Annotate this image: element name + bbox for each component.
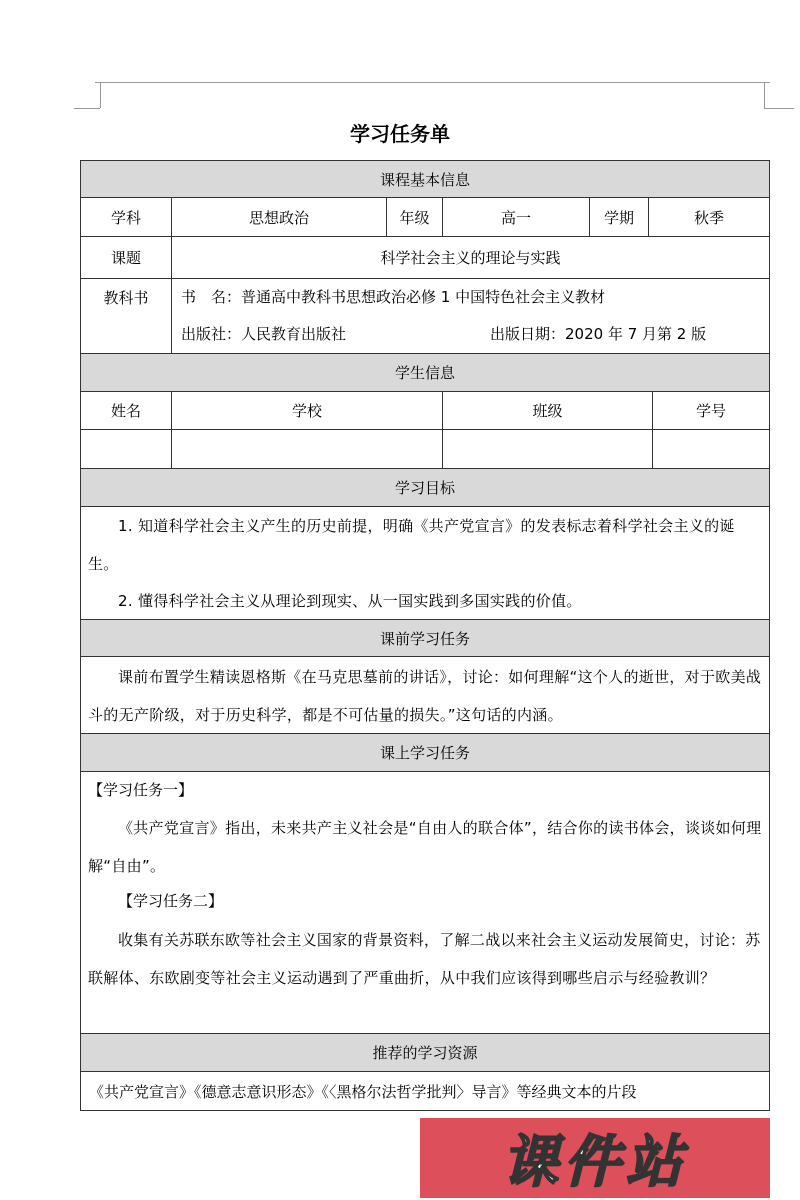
publisher: 出版社：人民教育出版社 xyxy=(181,325,347,343)
crop-mark-left xyxy=(100,82,101,108)
book-name: 书 名：普通高中教科书思想政治必修 1 中国特色社会主义教材 xyxy=(181,288,606,306)
pre-class-text: 课前布置学生精读恩格斯《在马克思墓前的讲话》，讨论：如何理解“这个人的逝世，对于欧美战斗的无产阶级，对于历史科学，都是不可估量的损失。”这句话的内涵。 xyxy=(88,668,762,724)
school-field[interactable] xyxy=(171,429,443,469)
watermark-stamp xyxy=(420,1118,770,1198)
header-line xyxy=(95,82,770,83)
subject-label: 学科 xyxy=(80,197,172,237)
student-info-header: 学生信息 xyxy=(80,353,770,392)
goal-item: 1. 知道科学社会主义产生的历史前提，明确《共产党宣言》的发表标志着科学社会主义的诞生。 xyxy=(88,517,735,573)
textbook-label: 教科书 xyxy=(80,278,172,354)
task2-text: 收集有关苏联东欧等社会主义国家的背景资料，了解二战以来社会主义运动发展简史，讨论：苏联解体、东欧剧变等社会主义运动遇到了严重曲折，从中我们应该得到哪些启示与经验教训？ xyxy=(88,931,761,987)
grade-label: 年级 xyxy=(386,197,443,237)
id-label: 学号 xyxy=(652,391,770,430)
subject-value: 思想政治 xyxy=(171,197,387,237)
topic-value: 科学社会主义的理论与实践 xyxy=(171,236,770,279)
watermark-text: 课件站 xyxy=(502,1130,688,1195)
name-field[interactable] xyxy=(80,429,172,469)
class-field[interactable] xyxy=(442,429,653,469)
goal-item: 2. 懂得科学社会主义从理论到现实、从一国实践到多国实践的价值。 xyxy=(118,592,582,610)
resources-text: 《共产党宣言》《德意志意识形态》《〈黑格尔法哲学批判〉导言》等经典文本的片段 xyxy=(80,1071,770,1111)
task1-title: 【学习任务一】 xyxy=(88,781,194,799)
crop-mark-right xyxy=(764,82,765,108)
in-class-header: 课上学习任务 xyxy=(80,733,770,772)
resources-header: 推荐的学习资源 xyxy=(80,1033,770,1072)
task2-title: 【学习任务二】 xyxy=(118,892,224,910)
topic-label: 课题 xyxy=(80,236,172,279)
class-label: 班级 xyxy=(442,391,653,430)
crop-mark-left-h xyxy=(74,108,100,109)
task1-text: 《共产党宣言》指出，未来共产主义社会是“自由人的联合体”，结合你的读书体会，谈谈如何理解“自由”。 xyxy=(88,819,762,875)
pre-class-header: 课前学习任务 xyxy=(80,619,770,657)
name-label: 姓名 xyxy=(80,391,172,430)
term-label: 学期 xyxy=(589,197,649,237)
crop-mark-right-h xyxy=(764,108,794,109)
term-value: 秋季 xyxy=(648,197,770,237)
school-label: 学校 xyxy=(171,391,443,430)
id-field[interactable] xyxy=(652,429,770,469)
course-info-header: 课程基本信息 xyxy=(80,160,770,198)
publish-date: 出版日期：2020 年 7 月第 2 版 xyxy=(490,325,707,343)
grade-value: 高一 xyxy=(442,197,590,237)
page-title: 学习任务单 xyxy=(350,122,450,146)
goals-header: 学习目标 xyxy=(80,468,770,507)
